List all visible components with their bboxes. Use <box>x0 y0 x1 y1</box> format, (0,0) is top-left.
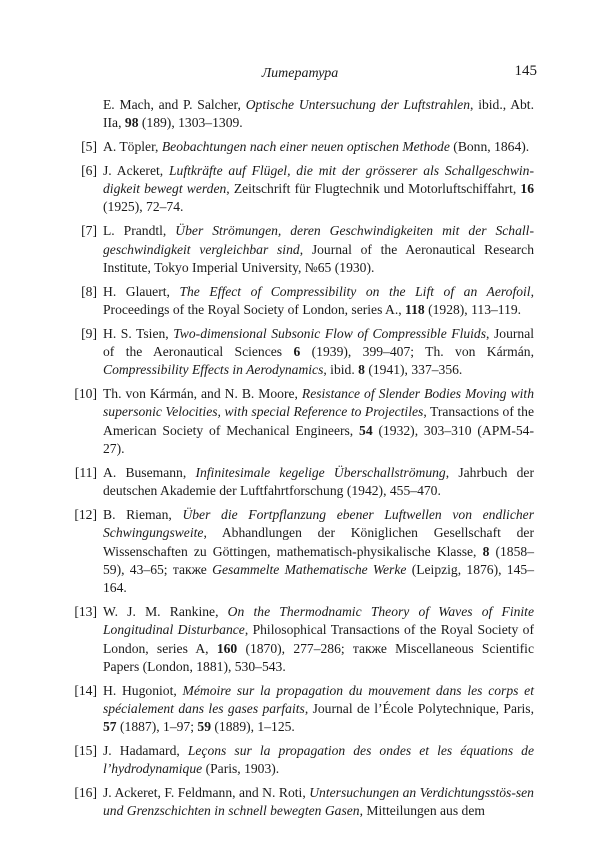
reference-text: B. Rieman, Über die Fortpflanzung ebener Luftwellen von endlicher Schwingungsweite, Abhandlungen der Königlichen Gesellschaft der Wissenschaften zu Göttingen, mathematisch-physikalische Klasse, 8 (1858–59), 43–65; также Gesammelte Mathematische Werke (Leipzig, 1876), 145–164. <box>103 506 534 596</box>
reference-entry <box>67 96 534 133</box>
reference-text: E. Mach, and P. Salcher, Optische Untersuchung der Luftstrahlen, ibid., Abt. IIa, 98 (189), 1303–1309. <box>103 97 534 131</box>
reference-number: [11] <box>74 464 97 480</box>
reference-number: [7] <box>81 223 97 239</box>
reference-text: W. J. M. Rankine, On the Thermodnamic Theory of Waves of Finite Longitudinal Disturbance, Philosophical Transactions of the Royal Society of London, series A, 160 (1870), 277–286; также Miscellaneous Scientific Papers (London, 1881), 530–543. <box>103 603 534 674</box>
reference-entry <box>67 464 534 501</box>
reference-text: J. Hadamard, Leçons sur la propagation des ondes et les équations de l’hydrodynamique (Paris, 1903). <box>103 743 534 777</box>
reference-entry <box>67 506 534 597</box>
reference-text: Th. von Kármán, and N. B. Moore, Resistance of Slender Bodies Moving with supersonic Velocities, with special Reference to Projectiles, Transactions of the American Society of Mechanical Engineers, 54 (1932), 303–310 (APM-54-27). <box>103 386 534 457</box>
reference-entry <box>67 784 534 821</box>
reference-entry <box>67 742 534 779</box>
reference-text: A. Busemann, Infinitesimale kegelige Überschallströmung, Jahrbuch der deutschen Akademie der Luftfahrtforschung (1942), 455–470. <box>103 464 534 499</box>
reference-entry <box>67 162 534 217</box>
reference-number: [12] <box>74 506 97 522</box>
reference-text: H. S. Tsien, Two-dimensional Subsonic Flow of Compressible Fluids, Journal of the Aeronautical Sciences 6 (1939), 399–407; Th. von Kármán, Compressibility Effects in Aerodynamics, ibid. 8 (1941), 337–356. <box>103 325 535 378</box>
reference-text: J. Ackeret, Luftkräfte auf Flügel, die mit der grösserer als Schallgeschwin-digkeit bewegt werden, Zeitschrift für Flugtechnik und Motorluftschiffahrt, 16 (1925), 72–74. <box>103 162 534 215</box>
reference-number: [13] <box>74 603 97 619</box>
reference-text: L. Prandtl, Über Strömungen, deren Geschwindigkeiten mit der Schall-geschwindigkeit vergleichbar sind, Journal of the Aeronautical Research Institute, Tokyo Imperial University, №65 (1930). <box>103 223 534 275</box>
reference-number: [15] <box>74 743 97 758</box>
reference-number: [10] <box>74 386 97 402</box>
reference-entry <box>67 325 534 380</box>
reference-number: [9] <box>81 325 97 341</box>
reference-entry <box>67 138 534 156</box>
page-number: 145 <box>514 63 537 79</box>
reference-text: H. Glauert, The Effect of Compressibility on the Lift of an Aerofoil, Proceedings of the Royal Society of London, series A., 118 (1928), 113–119. <box>103 283 534 317</box>
reference-number: [14] <box>74 682 97 698</box>
reference-text: A. Töpler, Beobachtungen nach einer neuen optischen Methode (Bonn, 1864). <box>103 139 530 155</box>
reference-number: [6] <box>81 162 97 178</box>
reference-list <box>67 96 534 826</box>
reference-entry <box>67 603 534 676</box>
reference-text: J. Ackeret, F. Feldmann, and N. Roti, Untersuchungen an Verdichtungsstös-sen und Grenzschichten in schnell bewegten Gasen, Mitteilungen aus dem <box>103 785 534 819</box>
running-title: Литература <box>261 66 339 81</box>
reference-entry <box>67 283 534 320</box>
reference-number: [16] <box>74 785 97 801</box>
reference-entry <box>67 222 534 277</box>
reference-number: [5] <box>81 139 97 155</box>
reference-number: [8] <box>81 283 97 299</box>
reference-entry <box>67 682 534 737</box>
reference-text: H. Hugoniot, Mémoire sur la propagation du mouvement dans les corps et spécialement dans les gases parfaits, Journal de l’École Polytechnique, Paris, 57 (1887), 1–97; 59 (1889), 1–125. <box>103 682 534 735</box>
reference-entry <box>67 385 534 458</box>
